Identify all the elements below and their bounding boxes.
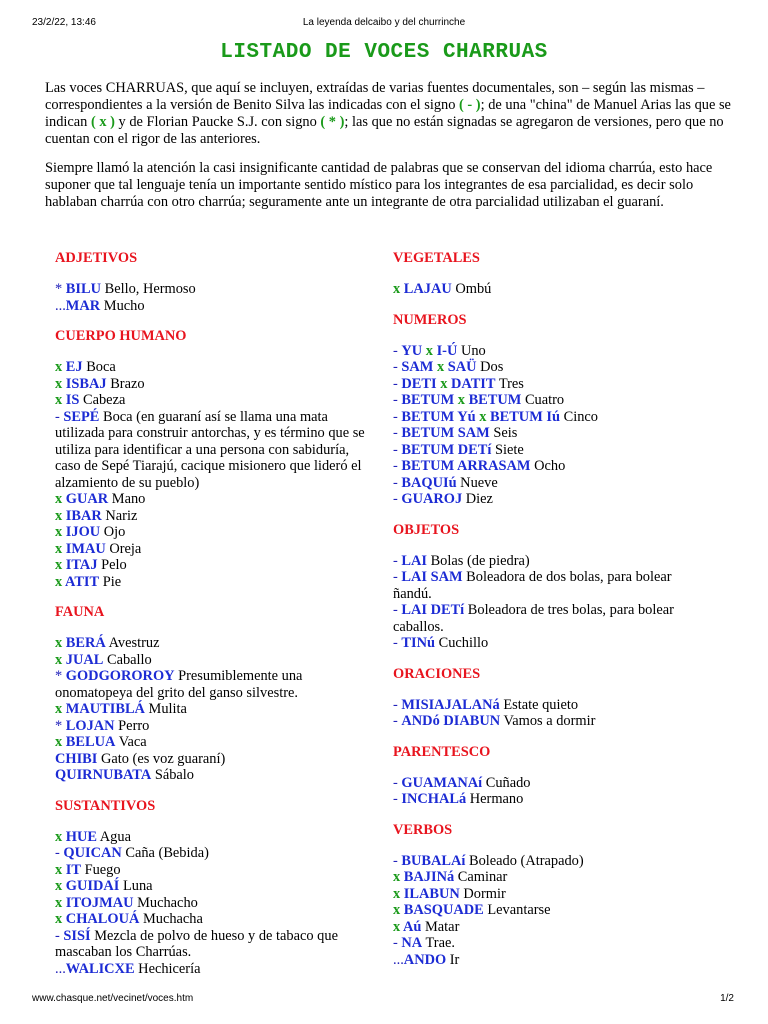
charrua-word-variant: I-Ú: [436, 342, 458, 359]
word-meaning: Presumiblemente una onomatopeya del grito del ganso silvestre.: [55, 668, 303, 701]
charrua-word: GUAMANAí: [401, 774, 483, 791]
charrua-word: BETUM ARRASAM: [401, 458, 531, 474]
word-meaning: Boleado (Atrapado): [465, 852, 584, 869]
entry-sign: x: [55, 734, 66, 750]
charrua-word: YU: [401, 342, 423, 359]
entry-sign: -: [393, 491, 402, 507]
vocab-entry: [55, 668, 375, 701]
variant-sign: x: [422, 342, 437, 359]
charrua-word: BETUM DETí: [401, 441, 492, 458]
vocab-entry: [393, 425, 713, 442]
charrua-word: BAQUIú: [401, 474, 457, 491]
vocab-section: [393, 666, 713, 730]
vocab-entry: [55, 878, 375, 895]
vocab-entry: [55, 376, 375, 393]
entry-sign: *: [55, 668, 66, 684]
vocab-section: [393, 250, 713, 298]
word-meaning: Bolas (de piedra): [426, 552, 530, 569]
entry-sign: -: [55, 927, 64, 944]
entry-sign: x: [55, 635, 66, 651]
entry-sign: -: [55, 408, 64, 425]
charrua-word: BETUM: [401, 392, 455, 408]
section-title: ADJETIVOS: [55, 250, 138, 266]
entry-sign: x: [393, 918, 403, 935]
variant-sign: x: [433, 359, 448, 375]
section-title: CUERPO HUMANO: [55, 328, 187, 344]
vocab-section: [55, 604, 375, 784]
charrua-word: TINú: [401, 635, 435, 651]
word-meaning: Uno: [457, 342, 486, 359]
right-column: [393, 250, 713, 982]
vocab-entry: [393, 853, 713, 870]
charrua-word: GUAR: [65, 491, 109, 507]
word-meaning: Caña (Bebida): [121, 845, 209, 861]
word-meaning: Mucho: [100, 297, 145, 314]
vocab-entry: [393, 919, 713, 936]
word-meaning: Ocho: [530, 458, 566, 474]
word-meaning: Mano: [108, 491, 146, 507]
charrua-word: GODGOROROY: [65, 668, 175, 684]
charrua-word: IJOU: [65, 524, 101, 540]
entry-sign: ...: [393, 951, 404, 968]
sign-asterisk: ( * ): [320, 114, 345, 130]
entry-sign: -: [393, 392, 402, 408]
vocab-entry: [393, 376, 713, 393]
entry-sign: *: [55, 281, 66, 297]
entry-sign: *: [55, 717, 66, 734]
charrua-word: LAI SAM: [401, 569, 463, 585]
section-title: VEGETALES: [393, 250, 480, 266]
variant-sign: x: [475, 408, 491, 425]
entry-sign: -: [393, 552, 402, 569]
charrua-word: QUICAN: [63, 845, 122, 861]
vocab-entry: [55, 961, 375, 978]
vocab-entry: [55, 574, 375, 591]
word-meaning: Cuñado: [482, 774, 531, 791]
word-meaning: Caballo: [103, 651, 152, 668]
vocab-entry: [55, 524, 375, 541]
charrua-word-variant: SAÜ: [447, 359, 477, 375]
charrua-word: ITOJMAU: [65, 894, 134, 911]
charrua-word: Aú: [403, 918, 422, 935]
entry-sign: -: [393, 635, 402, 651]
word-meaning: Pelo: [97, 557, 127, 573]
charrua-word: ATIT: [65, 573, 100, 590]
charrua-word: ANDó DIABUN: [401, 713, 501, 729]
vocab-entry: [393, 635, 713, 652]
print-date: 23/2/22, 13:46: [32, 17, 96, 28]
section-title: OBJETOS: [393, 521, 460, 538]
entry-sign: -: [393, 375, 402, 392]
entry-sign: -: [393, 852, 402, 869]
charrua-word: BILU: [65, 281, 101, 297]
vocab-entry: [55, 409, 375, 492]
word-meaning: Boca: [82, 359, 116, 375]
charrua-word: NA: [401, 935, 423, 951]
word-meaning: Cuatro: [521, 392, 565, 408]
left-column: [55, 250, 375, 991]
word-meaning: Nueve: [456, 474, 498, 491]
section-title: SUSTANTIVOS: [55, 797, 156, 814]
word-meaning: Ombú: [451, 281, 492, 297]
word-meaning: Dormir: [459, 885, 506, 902]
charrua-word: GUIDAÍ: [65, 878, 120, 894]
charrua-word: BAJINá: [403, 869, 455, 885]
vocab-entry: [393, 458, 713, 475]
vocab-entry: [55, 541, 375, 558]
section-title: ORACIONES: [393, 665, 481, 682]
word-meaning: Cinco: [560, 408, 598, 425]
entry-sign: x: [55, 540, 66, 557]
charrua-word-variant: BETUM: [468, 392, 522, 408]
charrua-word: JUAL: [65, 651, 104, 668]
charrua-word: EJ: [65, 359, 83, 375]
vocab-entry: [55, 635, 375, 652]
word-meaning: Siete: [491, 441, 524, 458]
vocab-entry: [393, 392, 713, 409]
intro-text-b: ; de una "china" de Manuel Arias las que se indican: [45, 97, 731, 130]
charrua-word: ILABUN: [403, 885, 460, 902]
charrua-word: IMAU: [65, 540, 106, 557]
sign-x: ( x ): [90, 114, 115, 130]
entry-sign: -: [393, 441, 402, 458]
entry-sign: x: [55, 894, 66, 911]
vocab-entry: [55, 911, 375, 928]
word-meaning: Bello, Hermoso: [101, 281, 196, 297]
charrua-word: MAUTIBLÁ: [65, 701, 145, 717]
charrua-word: HUE: [65, 828, 97, 845]
word-meaning: Boleadora de tres bolas, para bolear caballos.: [393, 602, 674, 635]
entry-sign: -: [393, 458, 402, 474]
vocab-entry: [55, 491, 375, 508]
entry-sign: x: [393, 281, 404, 297]
intro-text-d: ; las que no están signadas se agregaron de versiones, pero que no cuentan con el rigor de las anteriores.: [45, 114, 724, 147]
section-title: VERBOS: [393, 821, 453, 838]
vocab-entry: [393, 475, 713, 492]
charrua-word: DETI: [401, 375, 437, 392]
word-meaning: Avestruz: [105, 635, 160, 651]
vocab-entry: [393, 491, 713, 508]
entry-sign: x: [393, 902, 404, 918]
entry-sign: -: [393, 474, 402, 491]
entry-sign: x: [393, 885, 404, 902]
vocab-entry: [55, 281, 375, 298]
entry-sign: x: [55, 701, 66, 717]
entry-sign: -: [393, 935, 402, 951]
charrua-word: MISIAJALANá: [401, 696, 500, 713]
word-meaning: Levantarse: [483, 902, 551, 918]
entry-sign: x: [55, 359, 66, 375]
charrua-word: ITAJ: [65, 557, 98, 573]
vocab-entry: [55, 298, 375, 315]
word-meaning: Nariz: [101, 507, 138, 524]
charrua-word: LAJAU: [403, 281, 452, 297]
vocab-section: [393, 522, 713, 652]
entry-sign: x: [55, 491, 66, 507]
entry-sign: x: [55, 878, 66, 894]
charrua-word-variant: BETUM Iú: [490, 408, 560, 425]
vocab-entry: [393, 602, 713, 635]
entry-sign: -: [393, 408, 402, 425]
word-meaning: Ir: [446, 951, 460, 968]
intro-paragraph-2: Siempre llamó la atención la casi insignificante cantidad de palabras que se conservan del idioma charrúa, esto hace suponer que tal lenguaje tenía un importante sentido místico para los integrantes de esa parcialidad, es decir solo hablaban charrúa con otro charrúa; seguramente ante un integrante de otra parcialidad utilizaban el guaraní.: [45, 160, 713, 210]
word-meaning: Estate quieto: [499, 696, 579, 713]
charrua-word: BUBALAí: [401, 852, 466, 869]
word-meaning: Perro: [114, 717, 150, 734]
word-meaning: Trae.: [422, 935, 455, 951]
word-meaning: Vamos a dormir: [500, 713, 596, 729]
variant-sign: x: [436, 375, 451, 392]
vocab-entry: [393, 775, 713, 792]
variant-sign: x: [454, 392, 469, 408]
vocab-entry: [393, 935, 713, 952]
vocab-section: [55, 328, 375, 590]
word-meaning: Gato (es voz guaraní): [97, 750, 226, 767]
vocab-section: [393, 312, 713, 508]
vocab-section: [55, 798, 375, 978]
entry-sign: x: [55, 392, 66, 408]
footer-url: www.chasque.net/vecinet/voces.htm: [32, 993, 194, 1004]
page-number: 1/2: [720, 993, 734, 1004]
vocab-entry: [393, 553, 713, 570]
entry-sign: -: [393, 791, 402, 807]
vocab-section: [393, 822, 713, 969]
charrua-word: QUIRNUBATA: [55, 767, 152, 783]
word-meaning: Sábalo: [151, 767, 194, 783]
word-meaning: Muchacho: [133, 894, 198, 911]
charrua-word: GUAROJ: [401, 491, 463, 507]
charrua-word: LAI DETí: [401, 602, 465, 618]
vocab-entry: [55, 392, 375, 409]
vocab-entry: [55, 829, 375, 846]
word-meaning: Fuego: [81, 861, 121, 878]
charrua-word: IT: [65, 861, 81, 878]
entry-sign: x: [55, 651, 66, 668]
entry-sign: -: [393, 342, 402, 359]
word-meaning: Vaca: [115, 734, 147, 750]
word-meaning: Diez: [462, 491, 493, 507]
vocab-entry: [55, 718, 375, 735]
word-meaning: Ojo: [100, 524, 126, 540]
vocab-entry: [393, 281, 713, 298]
word-meaning: Cuchillo: [435, 635, 489, 651]
entry-sign: x: [55, 911, 66, 927]
entry-sign: x: [55, 573, 65, 590]
vocab-entry: [393, 713, 713, 730]
vocab-entry: [393, 359, 713, 376]
intro-text-c: y de Florian Paucke S.J. con signo: [114, 114, 321, 130]
sign-dash: ( - ): [459, 97, 481, 113]
entry-sign: -: [393, 602, 402, 618]
entry-sign: x: [393, 869, 404, 885]
entry-sign: -: [55, 845, 64, 861]
vocab-entry: [55, 734, 375, 751]
word-meaning: Pie: [99, 573, 122, 590]
charrua-word: LOJAN: [65, 717, 115, 734]
print-title: La leyenda delcaibo y del churrinche: [302, 17, 466, 28]
charrua-word: WALICXE: [65, 960, 135, 977]
entry-sign: -: [393, 569, 402, 585]
entry-sign: x: [55, 524, 66, 540]
vocab-entry: [393, 791, 713, 808]
entry-sign: x: [55, 507, 66, 524]
vocab-entry: [393, 886, 713, 903]
entry-sign: x: [55, 828, 66, 845]
vocab-entry: [393, 569, 713, 602]
charrua-word: SEPÉ: [63, 408, 100, 425]
entry-sign: x: [55, 557, 66, 573]
page-title: LISTADO DE VOCES CHARRUAS: [220, 41, 548, 64]
word-meaning: Cabeza: [79, 392, 126, 408]
charrua-word: BERÁ: [65, 635, 106, 651]
vocab-entry: [55, 895, 375, 912]
vocab-entry: [55, 701, 375, 718]
entry-sign: -: [393, 425, 402, 441]
charrua-word-variant: DATIT: [450, 375, 496, 392]
entry-sign: x: [55, 375, 66, 392]
vocab-entry: [55, 508, 375, 525]
charrua-word: BELUA: [65, 734, 116, 750]
word-meaning: Mezcla de polvo de hueso y de tabaco que mascaban los Charrúas.: [55, 927, 338, 960]
word-meaning: Seis: [489, 425, 518, 441]
vocab-entry: [55, 928, 375, 961]
vocab-entry: [393, 442, 713, 459]
vocab-entry: [393, 902, 713, 919]
word-meaning: Boca (en guaraní así se llama una mata utilizada para construir antorchas, y es término que se utiliza para identificar a una persona con sabiduría, caso de Sepé Tiarajú, cacique misionero que lideró el alzamiento de su pueblo): [55, 408, 365, 491]
word-meaning: Luna: [119, 878, 153, 894]
vocab-entry: [393, 952, 713, 969]
entry-sign: ...: [55, 297, 66, 314]
charrua-word: ANDO: [403, 951, 447, 968]
charrua-word: BASQUADE: [403, 902, 484, 918]
vocab-entry: [393, 409, 713, 426]
intro-text-a: Las voces CHARRUAS, que aquí se incluyen, extraídas de varias fuentes documentales, son – según las mismas – correspondientes a la versión de Benito Silva las indicadas con el signo: [45, 80, 705, 113]
word-meaning: Hechicería: [134, 960, 201, 977]
charrua-word: BETUM Yú: [401, 408, 476, 425]
word-meaning: Tres: [495, 375, 524, 392]
charrua-word: SAM: [401, 359, 434, 375]
vocab-entry: [393, 869, 713, 886]
entry-sign: -: [393, 696, 402, 713]
charrua-word: SISÍ: [63, 927, 91, 944]
word-meaning: Hermano: [466, 791, 524, 807]
vocab-entry: [393, 697, 713, 714]
word-meaning: Muchacha: [139, 911, 203, 927]
charrua-word: BETUM SAM: [401, 425, 490, 441]
word-meaning: Boleadora de dos bolas, para bolear ñandú.: [393, 569, 672, 602]
charrua-word: ISBAJ: [65, 375, 107, 392]
section-title: FAUNA: [55, 604, 105, 620]
word-meaning: Matar: [421, 918, 460, 935]
charrua-word: IS: [65, 392, 80, 408]
vocab-entry: [55, 862, 375, 879]
entry-sign: -: [393, 713, 402, 729]
section-title: PARENTESCO: [393, 743, 491, 760]
word-meaning: Mulita: [144, 701, 187, 717]
entry-sign: x: [55, 861, 66, 878]
vocab-section: [393, 744, 713, 808]
vocab-entry: [55, 767, 375, 784]
charrua-word: CHALOUÁ: [65, 911, 140, 927]
vocab-entry: [55, 557, 375, 574]
vocab-entry: [55, 359, 375, 376]
charrua-word: IBAR: [65, 507, 102, 524]
section-title: NUMEROS: [393, 311, 467, 328]
charrua-word: INCHALá: [401, 791, 467, 807]
word-meaning: Caminar: [454, 869, 508, 885]
charrua-word: MAR: [65, 297, 101, 314]
entry-sign: ...: [55, 960, 66, 977]
entry-sign: -: [393, 359, 402, 375]
word-meaning: Agua: [96, 828, 131, 845]
vocab-entry: [55, 751, 375, 768]
vocab-entry: [55, 652, 375, 669]
vocab-entry: [393, 343, 713, 360]
word-meaning: Brazo: [106, 375, 145, 392]
vocab-section: [55, 250, 375, 314]
entry-sign: -: [393, 774, 402, 791]
word-meaning: Oreja: [105, 540, 142, 557]
charrua-word: CHIBI: [55, 750, 98, 767]
charrua-word: LAI: [401, 552, 427, 569]
intro-paragraph-1: [45, 80, 735, 148]
word-meaning: Dos: [476, 359, 504, 375]
vocab-entry: [55, 845, 375, 862]
